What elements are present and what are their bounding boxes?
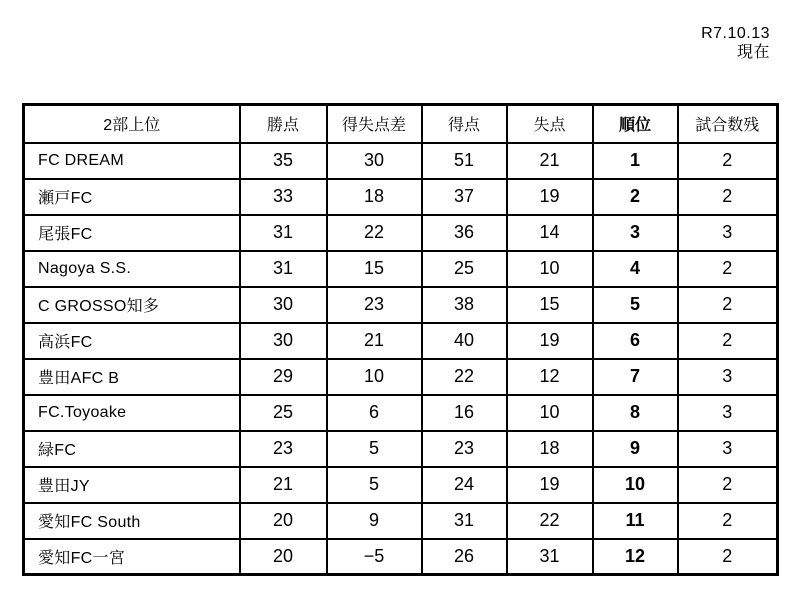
goals-for-cell: 38	[422, 287, 507, 323]
games-remaining-cell: 2	[678, 539, 778, 575]
standings-row	[24, 251, 778, 287]
goal-diff-cell: 9	[327, 503, 422, 539]
team-cell: 高浜FC	[24, 323, 240, 359]
standings-row	[24, 539, 778, 575]
points-cell: 30	[240, 287, 327, 323]
standings-table	[22, 103, 779, 576]
goals-against-cell: 12	[507, 359, 593, 395]
as-of-text: 現在	[736, 44, 770, 61]
goal-diff-cell: 15	[327, 251, 422, 287]
team-cell: 豊田AFC B	[24, 359, 240, 395]
goals-against-cell: 15	[507, 287, 593, 323]
games-remaining-cell: 3	[678, 395, 778, 431]
rank-cell: 11	[593, 503, 678, 539]
goals-for-cell: 22	[422, 359, 507, 395]
points-cell: 21	[240, 467, 327, 503]
goals-against-cell: 14	[507, 215, 593, 251]
team-cell: 瀬戸FC	[24, 179, 240, 215]
goals-for-cell: 23	[422, 431, 507, 467]
standings-row	[24, 395, 778, 431]
goal-diff-cell: 22	[327, 215, 422, 251]
team-cell: 愛知FC一宮	[24, 539, 240, 575]
standings-row	[24, 431, 778, 467]
team-cell: 尾張FC	[24, 215, 240, 251]
games-remaining-cell: 2	[678, 287, 778, 323]
goals-for-cell: 25	[422, 251, 507, 287]
points-cell: 31	[240, 215, 327, 251]
goals-against-cell: 22	[507, 503, 593, 539]
goals-against-cell: 18	[507, 431, 593, 467]
goals-for-cell: 31	[422, 503, 507, 539]
games-remaining-cell: 2	[678, 179, 778, 215]
goals-for-cell: 36	[422, 215, 507, 251]
goal-diff-cell: 18	[327, 179, 422, 215]
goal-diff-cell: 5	[327, 431, 422, 467]
standings-row	[24, 143, 778, 179]
games-remaining-cell: 2	[678, 323, 778, 359]
games-remaining-cell: 2	[678, 467, 778, 503]
points-cell: 25	[240, 395, 327, 431]
col-header-rank: 順位	[593, 105, 678, 143]
standings-row	[24, 323, 778, 359]
team-cell: FC.Toyoake	[24, 395, 240, 431]
standings-row	[24, 503, 778, 539]
team-cell: Nagoya S.S.	[24, 251, 240, 287]
points-cell: 31	[240, 251, 327, 287]
rank-cell: 5	[593, 287, 678, 323]
goals-against-cell: 19	[507, 323, 593, 359]
goals-against-cell: 31	[507, 539, 593, 575]
standings-row	[24, 359, 778, 395]
rank-cell: 1	[593, 143, 678, 179]
games-remaining-cell: 2	[678, 503, 778, 539]
goal-diff-cell: 10	[327, 359, 422, 395]
col-header-goal_diff: 得失点差	[327, 105, 422, 143]
date-block	[701, 24, 770, 62]
standings-row	[24, 215, 778, 251]
rank-cell: 12	[593, 539, 678, 575]
goals-for-cell: 51	[422, 143, 507, 179]
points-cell: 30	[240, 323, 327, 359]
col-header-team: 2部上位	[24, 105, 240, 143]
points-cell: 20	[240, 503, 327, 539]
goals-for-cell: 16	[422, 395, 507, 431]
header-row	[24, 105, 778, 143]
rank-cell: 8	[593, 395, 678, 431]
date-text: R7.10.13	[701, 25, 770, 42]
rank-cell: 2	[593, 179, 678, 215]
rank-cell: 6	[593, 323, 678, 359]
col-header-goals_against: 失点	[507, 105, 593, 143]
goals-against-cell: 19	[507, 179, 593, 215]
standings-row	[24, 179, 778, 215]
games-remaining-cell: 3	[678, 215, 778, 251]
goal-diff-cell: 21	[327, 323, 422, 359]
goals-against-cell: 21	[507, 143, 593, 179]
standings-row	[24, 287, 778, 323]
team-cell: 豊田JY	[24, 467, 240, 503]
goals-for-cell: 24	[422, 467, 507, 503]
goals-against-cell: 19	[507, 467, 593, 503]
goal-diff-cell: −5	[327, 539, 422, 575]
points-cell: 20	[240, 539, 327, 575]
rank-cell: 9	[593, 431, 678, 467]
team-cell: 愛知FC South	[24, 503, 240, 539]
points-cell: 23	[240, 431, 327, 467]
goals-against-cell: 10	[507, 251, 593, 287]
games-remaining-cell: 2	[678, 143, 778, 179]
team-cell: FC DREAM	[24, 143, 240, 179]
rank-cell: 3	[593, 215, 678, 251]
rank-cell: 10	[593, 467, 678, 503]
games-remaining-cell: 2	[678, 251, 778, 287]
points-cell: 33	[240, 179, 327, 215]
standings-body	[24, 143, 778, 575]
points-cell: 29	[240, 359, 327, 395]
col-header-goals_for: 得点	[422, 105, 507, 143]
points-cell: 35	[240, 143, 327, 179]
games-remaining-cell: 3	[678, 359, 778, 395]
goal-diff-cell: 23	[327, 287, 422, 323]
goal-diff-cell: 6	[327, 395, 422, 431]
rank-cell: 4	[593, 251, 678, 287]
team-cell: C GROSSO知多	[24, 287, 240, 323]
goals-for-cell: 26	[422, 539, 507, 575]
col-header-games_remaining: 試合数残	[678, 105, 778, 143]
goals-against-cell: 10	[507, 395, 593, 431]
goals-for-cell: 37	[422, 179, 507, 215]
games-remaining-cell: 3	[678, 431, 778, 467]
goal-diff-cell: 5	[327, 467, 422, 503]
rank-cell: 7	[593, 359, 678, 395]
col-header-points: 勝点	[240, 105, 327, 143]
goals-for-cell: 40	[422, 323, 507, 359]
team-cell: 緑FC	[24, 431, 240, 467]
standings-row	[24, 467, 778, 503]
goal-diff-cell: 30	[327, 143, 422, 179]
